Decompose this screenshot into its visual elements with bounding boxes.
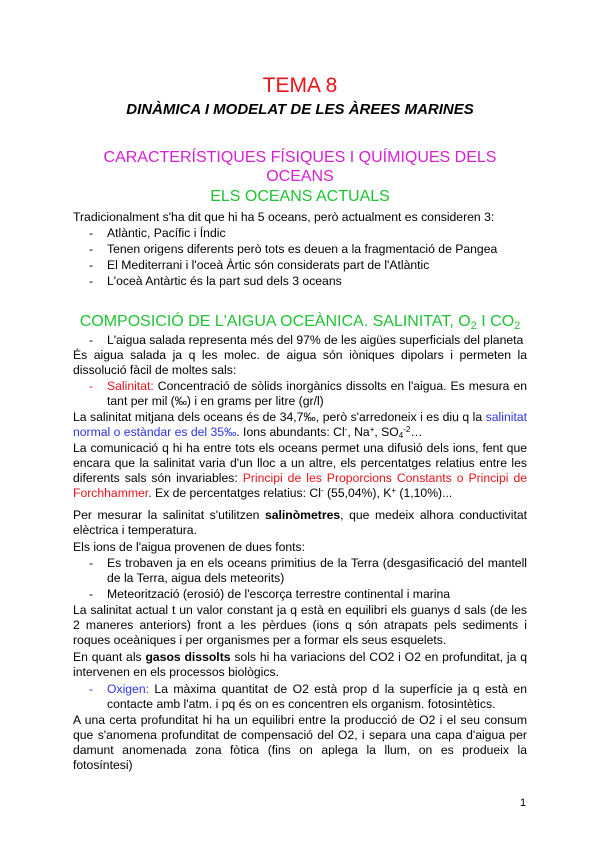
paragraph-ion-diffusion: La comunicació q hi ha entre tots els oceans permet una difusió dels ions, fent que encara que la salinitat varia d'un lloc a un altre, els percentatges relatius entre les diferents sals són invariables: Principi de les Proporcions Constants o Principi de Forchhammer. Ex de percentatges relatius: Cl- (55,04%), K+ (1,10%)... <box>73 441 528 500</box>
section-subheading-oceans: ELS OCEANS ACTUALS <box>210 188 390 205</box>
list-item: - Meteorització (erosió) de l'escorça terrestre continental i marina <box>89 587 451 601</box>
list-item: - Tenen origens diferents però tots es deuen a la fragmentació de Pangea <box>89 242 498 256</box>
paragraph-compensation-depth: A una certa profunditat hi ha un equilibri entre la producció de O2 i el seu consum que s'anomena profunditat de compensació del O2, i separa una capa d'aigua per damunt anomenada zona fòtica (fins on aplega la llum, on es produeix la fotosíntesi) <box>73 713 527 772</box>
section-heading-line1: CARACTERÍSTIQUES FÍSIQUES I QUÍMIQUES DELS <box>103 149 497 166</box>
paragraph-salinity-equilibrium: La salinitat actual t un valor constant ja q està en equilibri els guanys d sals (de les 2 maneres anteriors) front a les pèrdues (ions q són atrapats pels sediments i roques oceàniques i per organismes per a formar els seus esquelets. <box>73 603 527 647</box>
paragraph-intro: Tradicionalment s'ha dit que hi ha 5 oceans, però actualment es consideren 3: <box>73 210 495 224</box>
list-item: - Atlàntic, Pacífic i Índic <box>89 226 226 240</box>
list-item: - L'aigua salada representa més del 97% de les aigües superficials del planeta <box>89 333 524 347</box>
document-title: TEMA 8 <box>262 74 338 97</box>
page-number: 1 <box>520 797 527 809</box>
list-item: - Es trobaven ja en els oceans primitius de la Terra (desgasificació del mantell de la Terra, aigua dels meteorits) <box>89 556 527 585</box>
section-heading-composition: COMPOSICIÓ DE L'AIGUA OCEÀNICA. SALINITAT, $O_2$ I $CO_2$ <box>79 313 521 332</box>
term-dissolved-gases: gasos dissolts <box>145 650 231 664</box>
term-forchhammer-principle: Principi de les Proporcions Constants o Principi de Forchhammer <box>73 471 528 500</box>
paragraph-ion-sources: Els ions de l'aigua provenen de dues fonts: <box>73 540 306 554</box>
list-item-salinitat: - Salinitat: Concentració de sòlids inorgànics dissolts en l'aigua. Es mesura en tant per mil (‰) i en grams per litre (gr/l) <box>89 379 527 408</box>
term-normal-salinity: salinitat normal o estàndar es del 35‰ <box>73 410 527 439</box>
section-heading-line2: OCEANS <box>266 168 334 185</box>
paragraph-salinometers: Per mesurar la salinitat s'utilitzen salinòmetres, que medeix alhora conductivitat elèctrica i temperatura. <box>73 508 527 537</box>
paragraph-dissolved-gases: En quant als gasos dissolts sols hi ha variacions del CO2 i O2 en profunditat, ja q intervenen en els processos biològics. <box>73 650 527 679</box>
section-heading-physical-chemical <box>60 148 540 186</box>
list-item: - El Mediterrani i l'oceà Àrtic són considerats part de l'Atlàntic <box>89 258 430 272</box>
list-item: - L'oceà Antàrtic és la part sud dels 3 oceans <box>89 274 342 288</box>
paragraph-average-salinity: La salinitat mitjana dels oceans és de 34,7‰, però s'arredoneix i es diu q la salinitat normal o estàndar es del 35‰. Ions abundants: Cl-, Na+, $SO_4^{-2}\dots$ <box>73 410 527 440</box>
paragraph-water-salt: És aigua salada ja q les molec. de aigua són iòniques dipolars i permeten la dissolució fàcil de moltes sals: <box>73 348 527 377</box>
term-salinometres: salinòmetres <box>264 508 341 522</box>
list-item-oxigen: - Oxigen: La màxima quantitat de O2 està prop d la superfície ja q està en contacte amb l'atm. i pq és on es concentren els organism. fotosintètics. <box>89 682 527 711</box>
term-oxigen: Oxigen: <box>107 682 150 696</box>
document-subtitle: DINÀMICA I MODELAT DE LES ÀREES MARINES <box>126 101 474 118</box>
term-salinitat: Salinitat: <box>107 379 154 393</box>
